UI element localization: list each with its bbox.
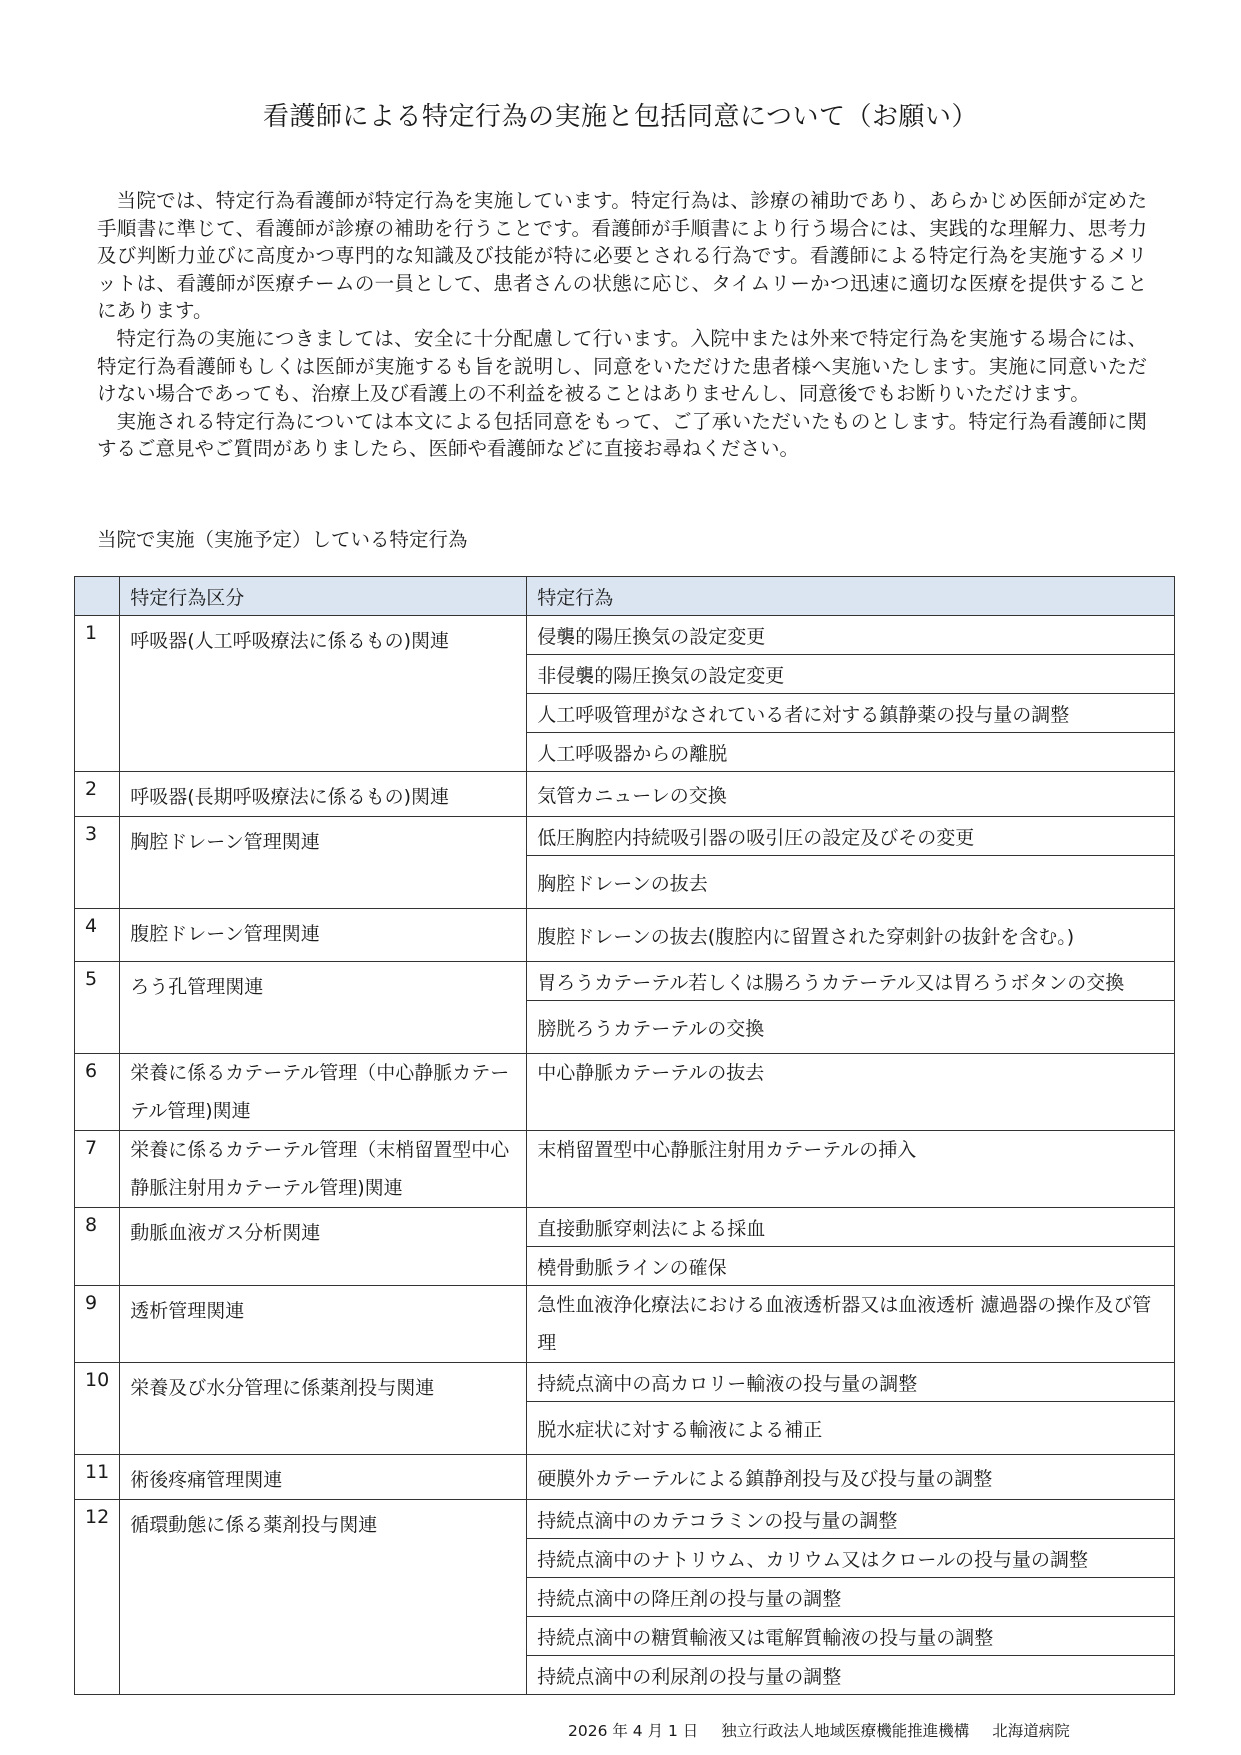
table-row <box>75 1286 1175 1363</box>
table-body <box>75 616 1175 1695</box>
row-category: ろう孔管理関連 <box>120 962 527 1054</box>
row-number: 9 <box>75 1286 120 1363</box>
header-number <box>75 577 120 616</box>
row-number: 4 <box>75 909 120 962</box>
table-row <box>75 1054 1175 1131</box>
footer-date: 2026 年 4 月 1 日 <box>568 1722 699 1740</box>
row-action: 人工呼吸管理がなされている者に対する鎮静薬の投与量の調整 <box>527 694 1175 733</box>
row-action: 持続点滴中のカテコラミンの投与量の調整 <box>527 1500 1175 1539</box>
table-row <box>75 909 1175 962</box>
row-action: 持続点滴中の利尿剤の投与量の調整 <box>527 1656 1175 1695</box>
footer <box>568 1719 1088 1741</box>
row-category: 栄養に係るカテーテル管理（中心静脈カテーテル管理)関連 <box>120 1054 527 1131</box>
table-header-row <box>75 577 1175 616</box>
row-number: 10 <box>75 1363 120 1455</box>
table-row <box>75 962 1175 1001</box>
paragraph: 当院では、特定行為看護師が特定行為を実施しています。特定行為は、診療の補助であり、あらかじめ医師が定めた手順書に準じて、看護師が診療の補助を行うことです。看護師が手順書により行う場合には、実践的な理解力、思考力及び判断力並びに高度かつ専門的な知識及び技能が特に必要とされる行為です。看護師による特定行為を実施するメリットは、看護師が医療チームの一員として、患者さんの状態に応じ、タイムリーかつ迅速に適切な医療を提供することにあります。 <box>97 189 1147 323</box>
row-action: 持続点滴中の降圧剤の投与量の調整 <box>527 1578 1175 1617</box>
row-number: 6 <box>75 1054 120 1131</box>
row-number: 8 <box>75 1208 120 1286</box>
row-number: 11 <box>75 1455 120 1500</box>
table-row <box>75 1131 1175 1208</box>
row-number: 12 <box>75 1500 120 1695</box>
table-row <box>75 817 1175 856</box>
intro-text <box>97 187 1147 463</box>
row-action: 気管カニューレの交換 <box>527 772 1175 817</box>
row-action: 持続点滴中の糖質輸液又は電解質輸液の投与量の調整 <box>527 1617 1175 1656</box>
row-action: 胃ろうカテーテル若しくは腸ろうカテーテル又は胃ろうボタンの交換 <box>527 962 1175 1001</box>
row-category: 呼吸器(長期呼吸療法に係るもの)関連 <box>120 772 527 817</box>
row-action: 脱水症状に対する輸液による補正 <box>527 1402 1175 1455</box>
row-action: 侵襲的陽圧換気の設定変更 <box>527 616 1175 655</box>
table-row <box>75 1455 1175 1500</box>
specified-acts-table <box>74 576 1175 1695</box>
section-heading: 当院で実施（実施予定）している特定行為 <box>97 528 468 551</box>
row-category: 透析管理関連 <box>120 1286 527 1363</box>
row-action: 腹腔ドレーンの抜去(腹腔内に留置された穿刺針の抜針を含む。) <box>527 909 1175 962</box>
row-action: 膀胱ろうカテーテルの交換 <box>527 1001 1175 1054</box>
row-number: 3 <box>75 817 120 909</box>
paragraph: 特定行為の実施につきましては、安全に十分配慮して行います。入院中または外来で特定行為を実施する場合には、特定行為看護師もしくは医師が実施するも旨を説明し、同意をいただけた患者様へ実施いたします。実施に同意いただけない場合であっても、治療上及び看護上の不利益を被ることはありませんし、同意後でもお断りいただけます。 <box>97 326 1147 406</box>
row-category: 術後疼痛管理関連 <box>120 1455 527 1500</box>
header-category: 特定行為区分 <box>120 577 527 616</box>
row-category: 腹腔ドレーン管理関連 <box>120 909 527 962</box>
row-category: 呼吸器(人工呼吸療法に係るもの)関連 <box>120 616 527 772</box>
row-category: 循環動態に係る薬剤投与関連 <box>120 1500 527 1695</box>
row-number: 5 <box>75 962 120 1054</box>
header-action: 特定行為 <box>527 577 1175 616</box>
document-title: 看護師による特定行為の実施と包括同意について（お願い） <box>263 102 978 132</box>
footer-organization: 独立行政法人地域医療機能推進機構 <box>721 1722 970 1740</box>
row-action: 直接動脈穿刺法による採血 <box>527 1208 1175 1247</box>
row-action: 胸腔ドレーンの抜去 <box>527 856 1175 909</box>
row-category: 胸腔ドレーン管理関連 <box>120 817 527 909</box>
table-row <box>75 1363 1175 1402</box>
table-row <box>75 616 1175 655</box>
row-action: 持続点滴中の高カロリー輸液の投与量の調整 <box>527 1363 1175 1402</box>
footer-hospital: 北海道病院 <box>992 1722 1070 1740</box>
row-action: 低圧胸腔内持続吸引器の吸引圧の設定及びその変更 <box>527 817 1175 856</box>
row-number: 7 <box>75 1131 120 1208</box>
row-category: 動脈血液ガス分析関連 <box>120 1208 527 1286</box>
table-row <box>75 772 1175 817</box>
table-row <box>75 1500 1175 1539</box>
row-action: 中心静脈カテーテルの抜去 <box>527 1054 1175 1131</box>
row-number: 1 <box>75 616 120 772</box>
row-number: 2 <box>75 772 120 817</box>
row-action: 急性血液浄化療法における血液透析器又は血液透析 濾過器の操作及び管理 <box>527 1286 1175 1363</box>
paragraph: 実施される特定行為については本文による包括同意をもって、ご了承いただいたものとします。特定行為看護師に関するご意見やご質問がありましたら、医師や看護師などに直接お尋ねください。 <box>97 409 1147 461</box>
row-action: 持続点滴中のナトリウム、カリウム又はクロールの投与量の調整 <box>527 1539 1175 1578</box>
row-action: 末梢留置型中心静脈注射用カテーテルの挿入 <box>527 1131 1175 1208</box>
row-category: 栄養及び水分管理に係薬剤投与関連 <box>120 1363 527 1455</box>
row-category: 栄養に係るカテーテル管理（末梢留置型中心静脈注射用カテーテル管理)関連 <box>120 1131 527 1208</box>
row-action: 橈骨動脈ラインの確保 <box>527 1247 1175 1286</box>
row-action: 非侵襲的陽圧換気の設定変更 <box>527 655 1175 694</box>
row-action: 人工呼吸器からの離脱 <box>527 733 1175 772</box>
table-row <box>75 1208 1175 1247</box>
row-action: 硬膜外カテーテルによる鎮静剤投与及び投与量の調整 <box>527 1455 1175 1500</box>
